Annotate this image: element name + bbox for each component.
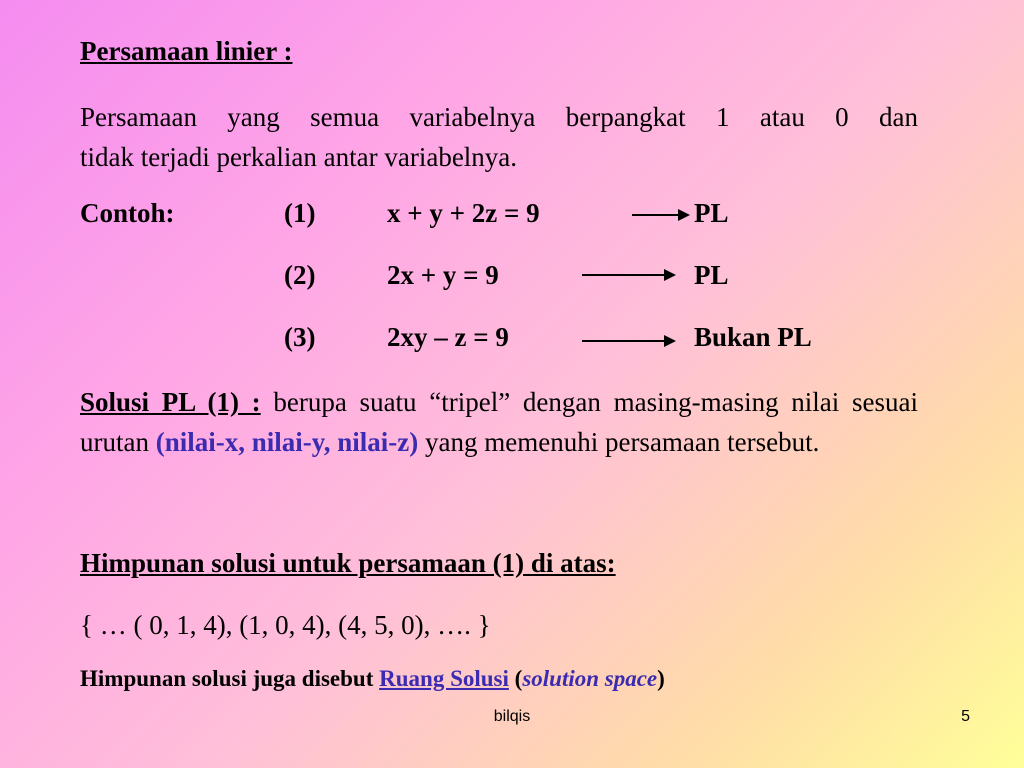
example-1-number: (1) bbox=[284, 198, 316, 228]
note bbox=[80, 666, 665, 692]
slide-heading: Persamaan linier : bbox=[80, 36, 293, 66]
definition-paragraph bbox=[80, 97, 918, 177]
example-2-number: (2) bbox=[284, 260, 316, 290]
example-1-arrow-icon bbox=[632, 214, 688, 216]
example-1-equation: x + y + 2z = 9 bbox=[387, 198, 540, 228]
solution-paragraph bbox=[80, 382, 918, 462]
example-3-number: (3) bbox=[284, 322, 316, 352]
definition-line-2: tidak terjadi perkalian antar variabelnya. bbox=[80, 142, 518, 172]
solution-text-before: berupa suatu “tripel” dengan masing-masing nilai sesuai urutan bbox=[80, 387, 918, 457]
example-2-arrow-icon bbox=[582, 274, 674, 276]
page-number: 5 bbox=[961, 708, 970, 725]
definition-line-1: Persamaan yang semua variabelnya berpangkat 1 atau 0 dan bbox=[80, 102, 918, 132]
example-1-result: PL bbox=[694, 198, 729, 228]
solution-space-term: Ruang Solusi bbox=[379, 666, 509, 691]
note-open-paren: ( bbox=[508, 666, 523, 691]
examples-label: Contoh: bbox=[80, 198, 175, 228]
example-3-arrow-icon bbox=[582, 340, 674, 342]
solution-label: Solusi PL (1) : bbox=[80, 387, 261, 417]
footer-author: bilqis bbox=[493, 708, 531, 725]
example-2-equation: 2x + y = 9 bbox=[387, 260, 499, 290]
example-3-result: Bukan PL bbox=[694, 322, 812, 352]
solution-set-heading: Himpunan solusi untuk persamaan (1) di atas: bbox=[80, 548, 616, 578]
example-2-result: PL bbox=[694, 260, 729, 290]
solution-highlight: (nilai-x, nilai-y, nilai-z) bbox=[155, 427, 419, 457]
solution-text-after: yang memenuhi persamaan tersebut. bbox=[418, 427, 820, 457]
solution-space-term-en: solution space bbox=[522, 666, 658, 691]
note-close-paren: ) bbox=[657, 666, 665, 691]
example-3-equation: 2xy – z = 9 bbox=[387, 322, 509, 352]
solution-set: { … ( 0, 1, 4), (1, 0, 4), (4, 5, 0), …. } bbox=[80, 610, 491, 640]
note-text: Himpunan solusi juga disebut bbox=[80, 666, 380, 691]
